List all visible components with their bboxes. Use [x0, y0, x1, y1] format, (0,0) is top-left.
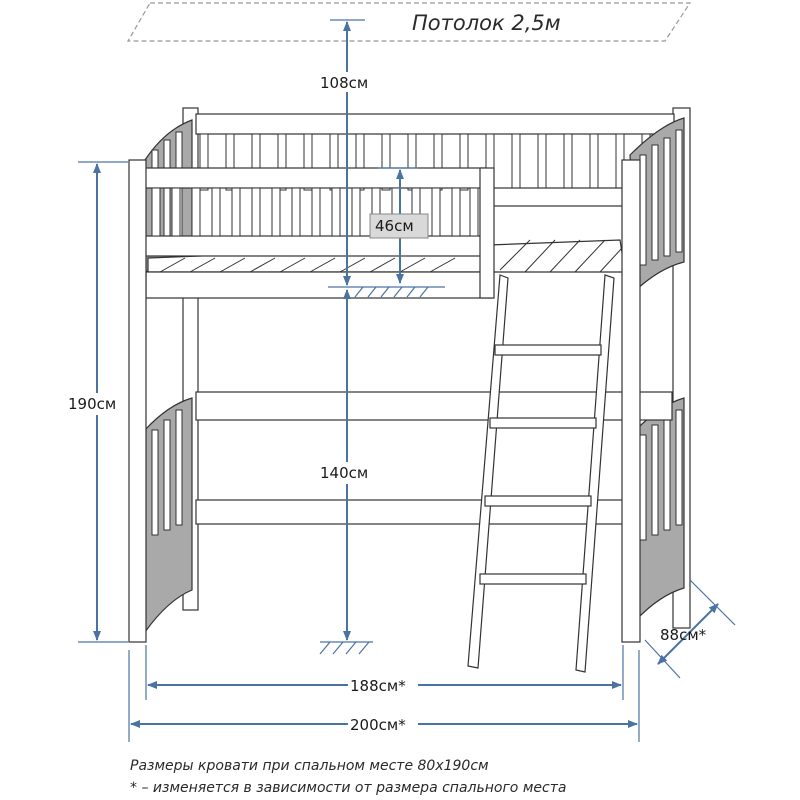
floor-hatch	[320, 642, 369, 654]
notes	[130, 758, 566, 796]
ceiling-label: Потолок 2,5м	[412, 11, 561, 35]
sleeping-size-note: Размеры кровати при спальном месте 80х190см	[130, 758, 489, 774]
front-left-post	[129, 160, 146, 642]
under-height-label: 140см	[320, 464, 369, 482]
rail-height-label: 46см	[375, 217, 414, 235]
loft-bed	[129, 108, 690, 672]
outer-length-label: 200см*	[350, 716, 406, 734]
depth-label: 88см*	[660, 626, 707, 644]
ceiling	[128, 3, 690, 41]
front-bed-rail	[146, 272, 492, 298]
inner-length-label: 188см*	[350, 677, 406, 695]
asterisk-note: * – изменяется в зависимости от размера спального места	[130, 780, 567, 796]
ceiling-gap-label: 108см	[320, 74, 369, 92]
back-top-rail	[196, 114, 674, 134]
total-height-label: 190см	[68, 395, 117, 413]
front-guard-slats	[152, 188, 478, 236]
front-guard-bottom	[143, 236, 486, 256]
front-right-post	[622, 160, 640, 642]
front-guard-top	[143, 168, 486, 188]
ladder	[468, 275, 614, 672]
guard-end-post	[480, 168, 494, 298]
